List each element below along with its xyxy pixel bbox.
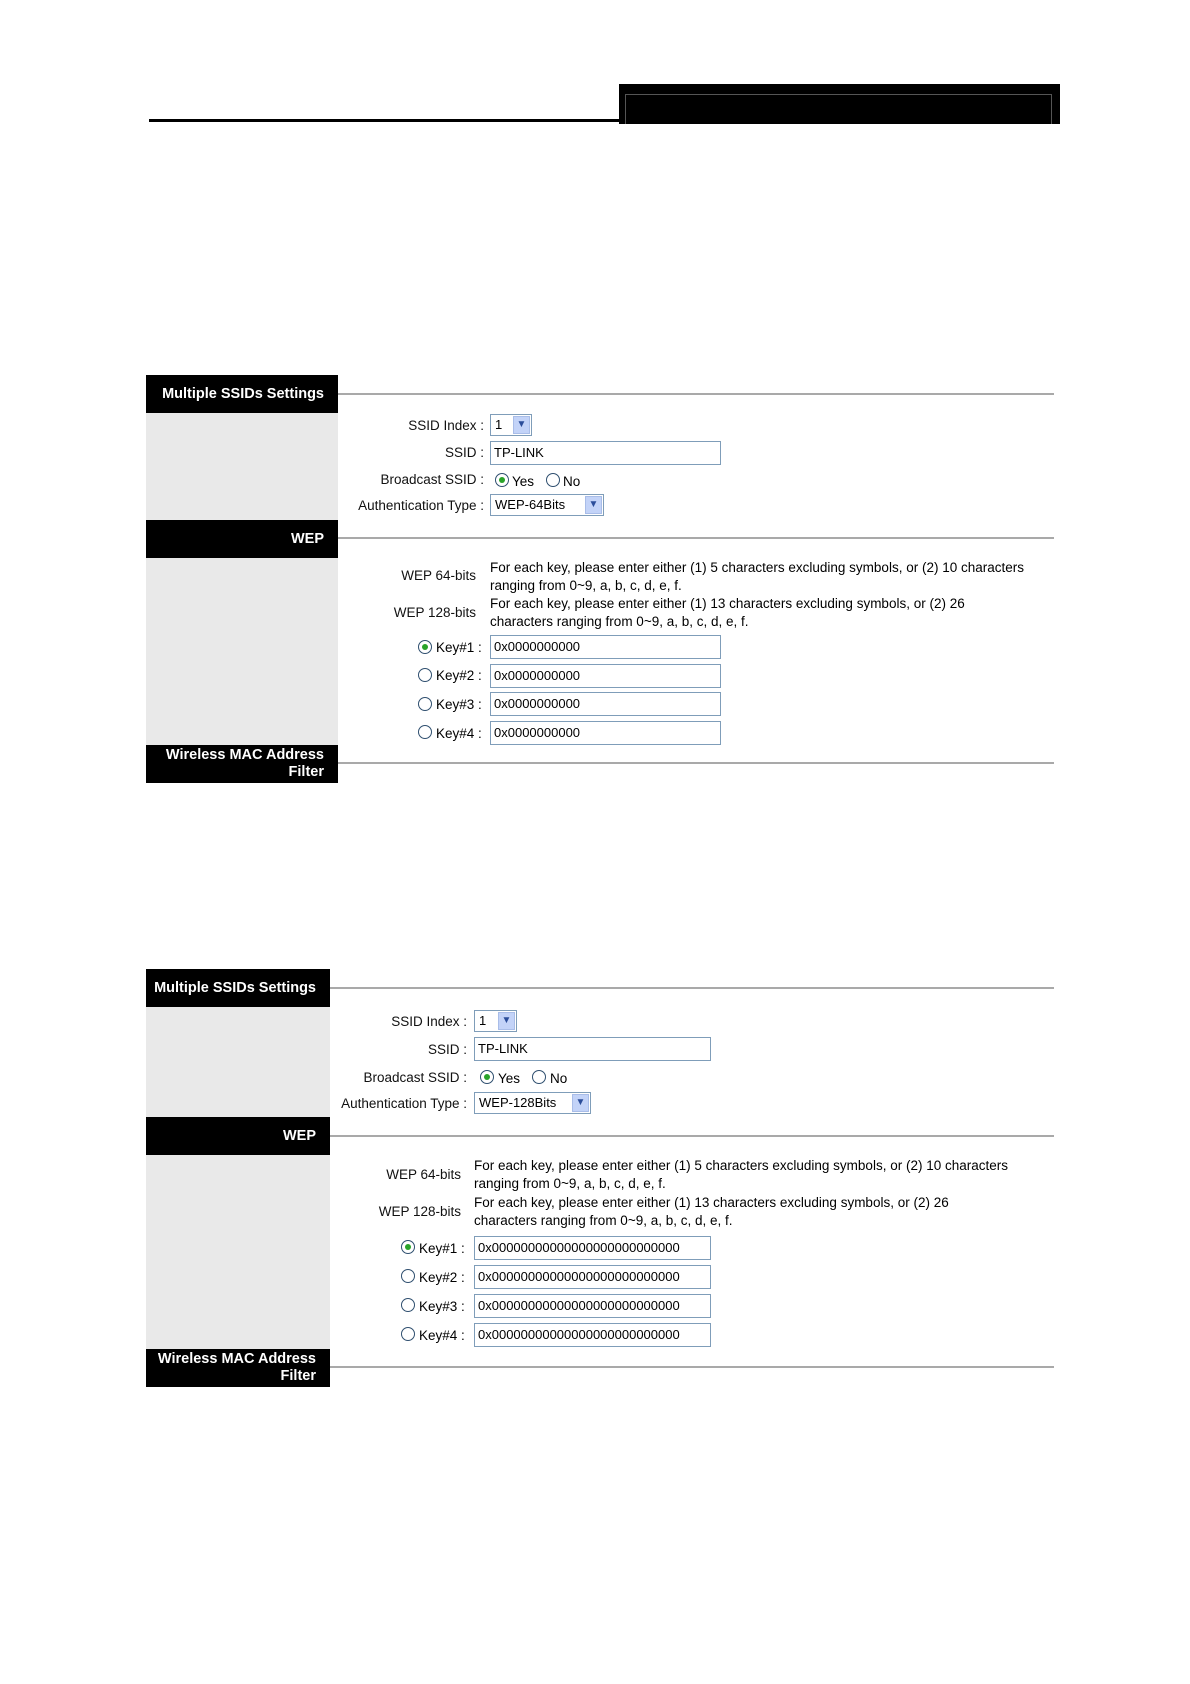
- key3-label: Key#3 :: [436, 697, 482, 712]
- chevron-down-icon: ▼: [585, 496, 602, 514]
- section-header-mac-filter: Wireless MAC Address Filter: [146, 745, 338, 783]
- wep128-settings-panel: [146, 969, 1054, 1387]
- key4-radio[interactable]: [418, 725, 432, 739]
- chevron-down-icon: ▼: [572, 1094, 589, 1112]
- broadcast-no-label: No: [563, 474, 581, 489]
- ssid-label: SSID :: [444, 445, 484, 460]
- broadcast-yes-label: Yes: [512, 474, 535, 489]
- header-bar: [619, 84, 1060, 124]
- key4-input[interactable]: 0x0000000000: [490, 721, 721, 745]
- section-rule: [338, 393, 1054, 395]
- broadcast-yes-label: Yes: [498, 1071, 521, 1086]
- section-header-wep: WEP: [146, 1117, 330, 1155]
- section-rule: [330, 1135, 1054, 1137]
- ssid-index-select[interactable]: 1 ▼: [474, 1010, 517, 1032]
- chevron-down-icon: ▼: [513, 416, 530, 434]
- header-rule: [149, 119, 619, 122]
- key3-input[interactable]: 0x0000000000: [490, 692, 721, 716]
- key1-input[interactable]: 0x0000000000: [490, 635, 721, 659]
- ssid-index-select[interactable]: 1 ▼: [490, 414, 532, 436]
- key4-label: Key#4 :: [419, 1328, 465, 1343]
- key1-radio[interactable]: [401, 1240, 415, 1254]
- key3-label: Key#3 :: [419, 1299, 465, 1314]
- ssid-index-label: SSID Index :: [408, 418, 484, 433]
- key4-radio[interactable]: [401, 1327, 415, 1341]
- broadcast-no-radio[interactable]: [546, 473, 560, 487]
- broadcast-no-radio[interactable]: [532, 1070, 546, 1084]
- key2-input[interactable]: 0x0000000000: [490, 664, 721, 688]
- key2-radio[interactable]: [418, 668, 432, 682]
- wep128-description: For each key, please enter either (1) 13 characters excluding symbols, or (2) 26 characters ranging from 0~9, a, b, c, d, e, f.: [490, 596, 965, 629]
- ssid-input[interactable]: TP-LINK: [490, 441, 721, 465]
- sidebar-fill: [146, 1007, 330, 1387]
- key1-radio[interactable]: [418, 640, 432, 654]
- section-rule: [330, 987, 1054, 989]
- wep64-label: WEP 64-bits: [401, 568, 476, 583]
- key1-input[interactable]: 0x00000000000000000000000000: [474, 1236, 711, 1260]
- authentication-type-select[interactable]: WEP-128Bits ▼: [474, 1092, 591, 1114]
- authentication-type-label: Authentication Type :: [358, 498, 484, 513]
- broadcast-yes-radio[interactable]: [495, 473, 509, 487]
- wep128-description: For each key, please enter either (1) 13 characters excluding symbols, or (2) 26 characters ranging from 0~9, a, b, c, d, e, f.: [474, 1195, 949, 1228]
- ssid-input[interactable]: TP-LINK: [474, 1037, 711, 1061]
- broadcast-yes-radio[interactable]: [480, 1070, 494, 1084]
- key2-label: Key#2 :: [436, 668, 482, 683]
- key1-label: Key#1 :: [419, 1241, 465, 1256]
- wep64-settings-panel: [146, 375, 1054, 783]
- broadcast-no-label: No: [550, 1071, 568, 1086]
- authentication-type-label: Authentication Type :: [341, 1096, 467, 1111]
- key2-input[interactable]: 0x00000000000000000000000000: [474, 1265, 711, 1289]
- key3-input[interactable]: 0x00000000000000000000000000: [474, 1294, 711, 1318]
- wep64-description: For each key, please enter either (1) 5 characters excluding symbols, or (2) 10 characters ranging from 0~9, a, b, c, d, e, f.: [474, 1158, 1008, 1191]
- key1-label: Key#1 :: [436, 640, 482, 655]
- key2-label: Key#2 :: [419, 1270, 465, 1285]
- wep128-label: WEP 128-bits: [378, 1204, 461, 1219]
- broadcast-ssid-label: Broadcast SSID :: [363, 1070, 467, 1085]
- section-rule: [338, 537, 1054, 539]
- wep64-label: WEP 64-bits: [386, 1167, 461, 1182]
- ssid-index-label: SSID Index :: [391, 1014, 467, 1029]
- chevron-down-icon: ▼: [498, 1012, 515, 1030]
- key2-radio[interactable]: [401, 1269, 415, 1283]
- section-header-multiple-ssids: Multiple SSIDs Settings: [146, 375, 338, 413]
- sidebar-fill: [146, 413, 338, 783]
- section-rule: [338, 762, 1054, 764]
- key4-label: Key#4 :: [436, 726, 482, 741]
- broadcast-ssid-label: Broadcast SSID :: [380, 472, 484, 487]
- key4-input[interactable]: 0x00000000000000000000000000: [474, 1323, 711, 1347]
- section-rule: [330, 1366, 1054, 1368]
- section-header-multiple-ssids: Multiple SSIDs Settings: [146, 969, 330, 1007]
- wep64-description: For each key, please enter either (1) 5 characters excluding symbols, or (2) 10 characters ranging from 0~9, a, b, c, d, e, f.: [490, 560, 1024, 593]
- key3-radio[interactable]: [418, 697, 432, 711]
- ssid-label: SSID :: [427, 1042, 467, 1057]
- section-header-wep: WEP: [146, 520, 338, 558]
- key3-radio[interactable]: [401, 1298, 415, 1312]
- wep128-label: WEP 128-bits: [393, 605, 476, 620]
- section-header-mac-filter: Wireless MAC Address Filter: [146, 1349, 330, 1387]
- authentication-type-select[interactable]: WEP-64Bits ▼: [490, 494, 604, 516]
